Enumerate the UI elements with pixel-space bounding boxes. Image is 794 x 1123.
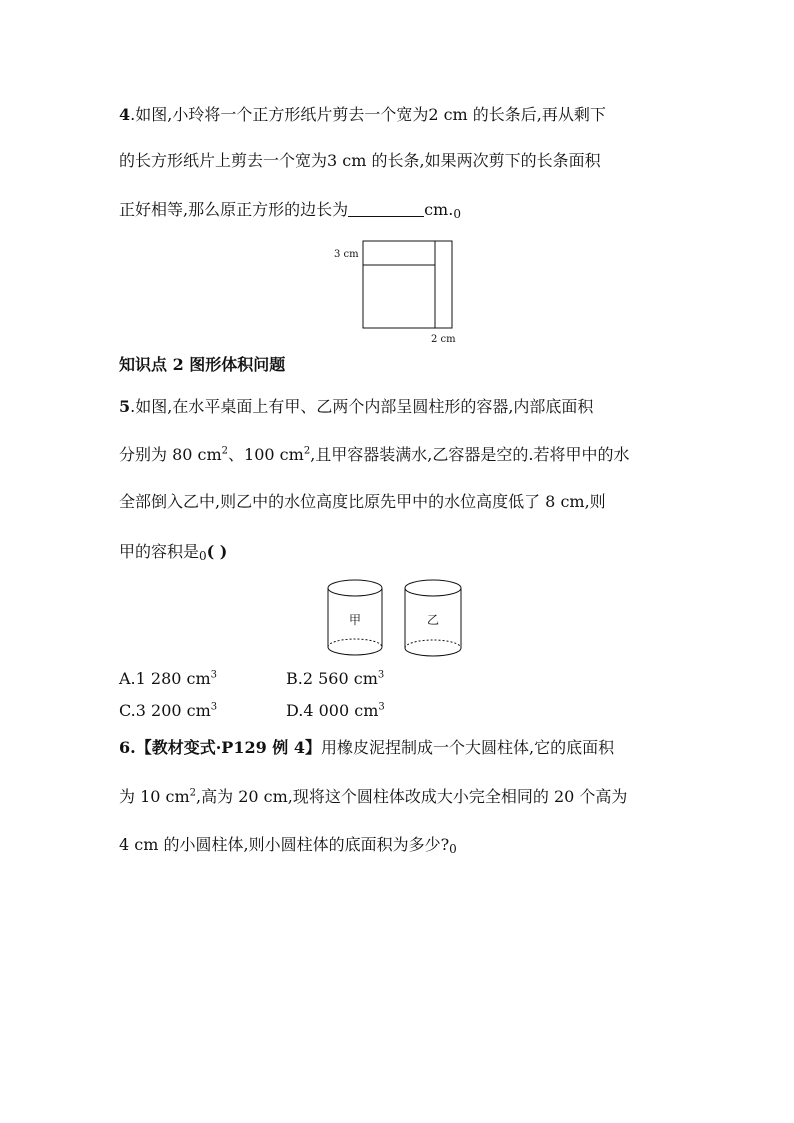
cylinder-yi [405, 580, 461, 656]
q6-number: 6 [119, 738, 131, 757]
cylinder-jia-label: 甲 [349, 613, 362, 627]
q4-fig-label-3cm: 3 cm [334, 249, 359, 260]
q5-option-d[interactable] [286, 700, 385, 722]
cylinder-yi-label: 乙 [427, 613, 440, 627]
q6-line-2 [119, 786, 627, 808]
q5-text-2a: 分别为 80 cm [119, 445, 222, 464]
q6-text-1: 用橡皮泥捏制成一个大圆柱体,它的底面积 [321, 738, 615, 757]
q5-cylinders-figure [325, 576, 470, 662]
q5-number: 5 [119, 397, 131, 416]
option-d-text: D.4 000 cm [286, 701, 379, 720]
q5-text-2b: 、100 cm [228, 445, 304, 464]
q4-mark: 0 [453, 207, 461, 221]
option-c-sup: 3 [210, 701, 218, 713]
q5-text-4: 甲的容积是 [119, 542, 200, 561]
q6-line-3 [119, 834, 457, 860]
cylinder-jia [328, 580, 382, 655]
q6-mark: 0 [449, 842, 457, 856]
answer-blank[interactable] [348, 200, 424, 217]
q6-text-2b: ,高为 20 cm,现将这个圆柱体改成大小完全相同的 20 个高为 [196, 787, 628, 806]
q4-line-3 [119, 199, 461, 225]
q5-option-b[interactable] [286, 668, 384, 690]
q6-sup: 2 [189, 787, 197, 799]
q5-mark: 0 [199, 549, 207, 563]
q5-line-1 [119, 396, 593, 418]
option-a-text: A.1 280 cm [119, 669, 211, 688]
q5-option-a[interactable] [119, 668, 217, 690]
q6-text-3: 4 cm 的小圆柱体,则小圆柱体的底面积为多少? [119, 835, 450, 854]
q5-text-1: .如图,在水平桌面上有甲、乙两个内部呈圆柱形的容器,内部底面积 [130, 397, 594, 416]
q4-line-2: 的长方形纸片上剪去一个宽为3 cm 的长条,如果两次剪下的长条面积 [119, 151, 601, 170]
q5-option-c[interactable] [119, 700, 217, 722]
section-heading: 知识点 2 图形体积问题 [119, 355, 286, 374]
option-b-text: B.2 560 cm [286, 669, 378, 688]
q4-text-1: .如图,小玲将一个正方形纸片剪去一个宽为2 cm 的长条后,再从剩下 [130, 105, 606, 124]
q4-square-figure [330, 236, 470, 348]
q4-number: 4 [119, 105, 131, 124]
option-d-sup: 3 [378, 701, 385, 713]
option-c-text: C.3 200 cm [119, 701, 211, 720]
q5-sup-2: 2 [303, 445, 311, 457]
q6-line-1 [119, 737, 614, 759]
q5-line-4 [119, 541, 227, 567]
q4-fig-label-2cm: 2 cm [431, 334, 456, 345]
q5-text-2c: ,且甲容器装满水,乙容器是空的.若将甲中的水 [310, 445, 630, 464]
q5-answer-paren[interactable]: ( ) [206, 542, 228, 561]
q4-line-1 [119, 104, 606, 126]
option-b-sup: 3 [377, 669, 385, 681]
q4-text-3: 正好相等,那么原正方形的边长为 [119, 200, 349, 219]
q6-text-2a: 为 10 cm [119, 787, 190, 806]
q5-line-3: 全部倒入乙中,则乙中的水位高度比原先甲中的水位高度低了 8 cm,则 [119, 492, 606, 511]
option-a-sup: 3 [210, 669, 218, 681]
q5-sup-1: 2 [221, 445, 229, 457]
q4-text-3-unit: cm. [424, 200, 454, 219]
q5-line-2 [119, 444, 629, 466]
q6-tag: .【教材变式·P129 例 4】 [130, 738, 321, 757]
